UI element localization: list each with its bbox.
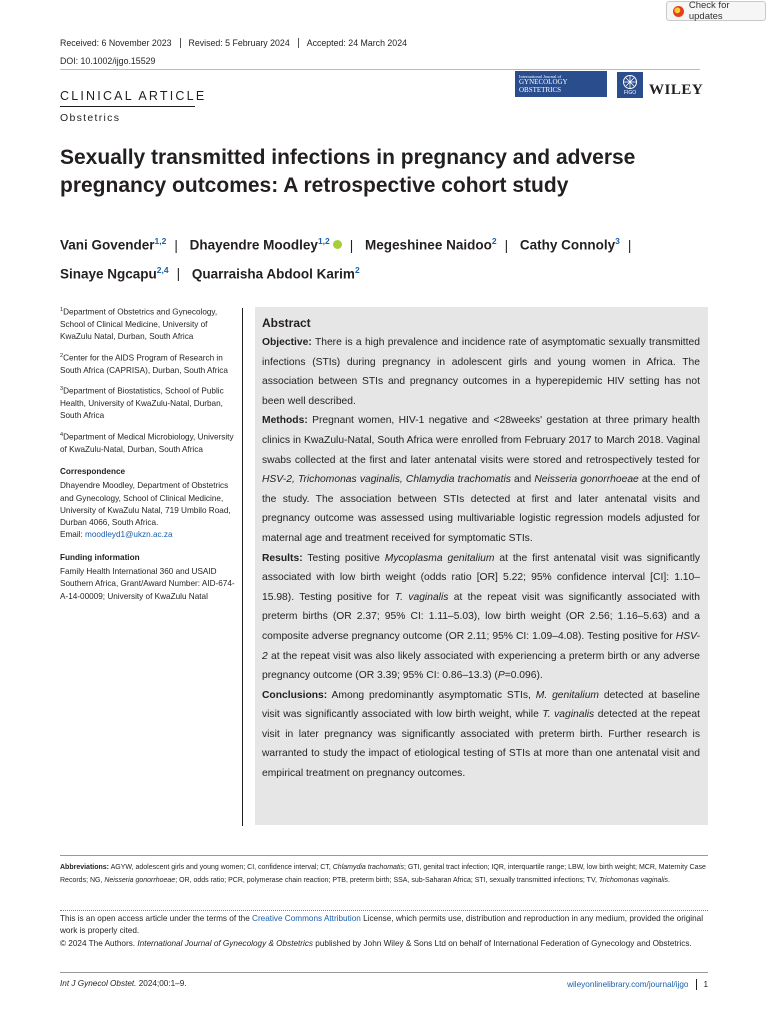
email-link[interactable]: moodleyd1@ukzn.ac.za xyxy=(85,530,173,540)
organism-name: Mycoplasma genitalium xyxy=(384,552,495,564)
figo-label: FIGO xyxy=(623,90,637,96)
methods-label: Methods: xyxy=(262,415,308,427)
conclusions-label: Conclusions: xyxy=(262,689,328,701)
organism-name: Trichomonas vaginalis xyxy=(598,876,668,884)
separator: | xyxy=(176,266,181,281)
affiliation xyxy=(60,350,235,377)
organism-name: T. vaginalis xyxy=(394,591,449,603)
received-date: Received: 6 November 2023 xyxy=(60,38,172,48)
author-list xyxy=(60,229,710,286)
divider xyxy=(696,979,697,990)
figo-emblem-icon xyxy=(622,74,638,90)
organism-name: Neisseria gonorrhoeae xyxy=(534,474,639,486)
divider xyxy=(60,972,708,973)
abbreviations xyxy=(60,862,710,887)
correspondence-heading: Correspondence xyxy=(60,466,126,476)
separator: | xyxy=(174,237,178,253)
author-affiliation[interactable]: 2,4 xyxy=(156,264,169,275)
abbreviations-label: Abbreviations: xyxy=(60,864,110,871)
separator: | xyxy=(349,237,354,253)
organism-name: T. vaginalis xyxy=(542,709,595,721)
affiliation-number: 1 xyxy=(60,307,64,313)
abstract-results xyxy=(262,549,700,686)
email-label: Email: xyxy=(60,530,86,540)
journal-name: International Journal of Gynecology & Obstetrics xyxy=(137,938,314,948)
organism-name: M. genitalium xyxy=(535,689,600,701)
author-affiliation[interactable]: 2 xyxy=(491,236,497,246)
funding-heading: Funding information xyxy=(60,552,140,562)
license-link[interactable]: Creative Commons Attribution xyxy=(252,914,361,923)
affiliation-number: 2 xyxy=(60,352,64,359)
abstract-conclusions xyxy=(262,686,700,784)
affiliation-text: Department of Obstetrics and Gynecology, School of Clinical Medicine, University of KwaZulu Natal, Durban, South Africa xyxy=(60,307,218,342)
methods-text: and xyxy=(510,474,535,486)
check-for-updates-button[interactable] xyxy=(666,1,766,21)
check-for-updates-label: Check for updates xyxy=(688,0,730,22)
methods-text: Pregnant women, HIV-1 negative and <28weeks' gestation at three primary health clinics in KwaZulu-Natal, South Africa were enrolled from February 2017 to March 2018. Vaginal swabs collected at the first and later antenatal visits were stored and retrospectively tested for xyxy=(262,415,700,466)
conclusions-text: detected at the repeat visit in later pregnancy was significantly associated with preterm birth. Further research is warranted to study the impact of etiological testing of STIs at more than one antenatal visit and empirical treatment on pregnancy outcomes. xyxy=(262,709,700,780)
author-affiliation[interactable]: 1,2 xyxy=(154,236,167,246)
footer-right xyxy=(567,979,708,990)
divider xyxy=(60,855,708,856)
divider xyxy=(298,38,299,48)
copyright-text: © 2024 The Authors. xyxy=(60,938,138,948)
figo-logo xyxy=(617,72,643,98)
journal-logo-line3: OBSTETRICS xyxy=(519,85,562,94)
correspondence-text xyxy=(60,480,235,541)
author-affiliation[interactable]: 2 xyxy=(354,264,360,275)
results-text: at the repeat visit was significantly associated with preterm births (OR 2.37; 95% CI: 1.11–5.03), low birth weight (OR 2.56; 1.16–5.63) and a composite adverse pregnancy outcome (OR 2.11; 95% CI: 1.09–4.08). Testing positive for xyxy=(262,591,700,642)
organism-name: Chlamydia trachomatis xyxy=(332,864,404,871)
conclusions-text: detected at baseline visit was significantly associated with low birth weight, while xyxy=(262,689,701,721)
journal-logo-line1: International Journal of xyxy=(519,74,562,79)
author-name: Megeshinee Naidoo xyxy=(365,237,492,253)
author-name: Vani Govender xyxy=(60,237,155,253)
separator: | xyxy=(627,237,632,253)
divider xyxy=(60,106,195,107)
results-text: Testing positive xyxy=(307,552,385,564)
doi[interactable]: DOI: 10.1002/ijgo.15529 xyxy=(60,56,156,66)
affiliation-number: 4 xyxy=(60,431,64,438)
abstract-objective xyxy=(262,333,700,411)
author-affiliation[interactable]: 3 xyxy=(615,236,620,246)
column-divider xyxy=(242,308,243,826)
results-text: at the first antenatal visit was significantly associated with low birth weight (odds ratio [OR] 5.22; 95% confidence interval [CI]: 1.10–15.98). Testing positive for xyxy=(262,552,701,603)
journal-logo-line2: GYNECOLOGY xyxy=(519,78,568,86)
abstract-methods xyxy=(262,411,700,548)
methods-text: at the end of the study. The association between STIs detected at first and later antenatal visits and pregnancy outcome was assessed using multivariable logistic regression models adjusted for maternal age and treatment received for symptomatic STIs. xyxy=(262,474,700,544)
accepted-date: Accepted: 24 March 2024 xyxy=(306,38,407,48)
abbreviations-text: . xyxy=(668,876,670,884)
license-text: License, which permits use, distribution and reproduction in any medium, provided the original work is properly cited. xyxy=(60,914,704,936)
affiliation xyxy=(60,383,235,423)
affiliation-number: 3 xyxy=(60,385,64,392)
revised-date: Revised: 5 February 2024 xyxy=(188,38,290,48)
abstract-text xyxy=(255,307,708,784)
abbreviations-text: AGYW, adolescent girls and young women; CI, confidence interval; CT, xyxy=(109,864,333,871)
divider xyxy=(60,69,700,70)
correspondence-address: Dhayendre Moodley, Department of Obstetrics and Gynecology, School of Clinical Medicine, University of KwaZulu Natal, 719 Umbilo Road, Durban 4066, South Africa. xyxy=(60,481,231,528)
p-symbol: P xyxy=(497,670,505,682)
objective-text: There is a high prevalence and incidence rate of asymptomatic sexually transmitted infections (STIs) during pregnancy in adolescent girls and young women in Africa. The association between STIs and pregnancy outcomes in a hyperepidemic HIV setting has not been well described. xyxy=(262,337,700,407)
affiliation xyxy=(60,429,235,456)
article-subject: Obstetrics xyxy=(60,112,121,124)
organism-name: HSV-2 xyxy=(262,630,700,662)
copyright-text: published by John Wiley & Sons Ltd on behalf of International Federation of Gynecology and Obstetrics. xyxy=(313,938,692,948)
affiliation-text: Department of Biostatistics, School of Public Health, University of KwaZulu-Natal, Durban, South Africa xyxy=(60,386,224,421)
separator: | xyxy=(504,237,509,253)
results-text: at the repeat visit was also likely associated with experiencing a preterm birth or any adverse pregnancy outcome (OR 3.39; 95% CI: 0.86–13.3) ( xyxy=(262,650,700,682)
organism-name: Neisseria gonorrhoeae xyxy=(104,876,176,884)
article-dates xyxy=(60,38,407,48)
abstract-box xyxy=(255,307,708,825)
page-number: 1 xyxy=(703,980,708,989)
license-notice xyxy=(60,913,710,950)
article-type: CLINICAL ARTICLE xyxy=(60,89,207,103)
divider xyxy=(60,910,708,911)
author-name: Cathy Connoly xyxy=(519,237,616,253)
sidebar-info xyxy=(60,304,235,609)
author-affiliation[interactable]: 1,2 xyxy=(317,236,330,246)
citation-details: 2024;00:1–9. xyxy=(136,979,187,988)
author-name: Dhayendre Moodley xyxy=(189,237,318,253)
author-name: Sinaye Ngcapu xyxy=(60,266,157,281)
license-text: This is an open access article under the terms of the xyxy=(60,914,253,923)
author-name: Quarraisha Abdool Karim xyxy=(191,266,355,281)
conclusions-text: Among predominantly asymptomatic STIs, xyxy=(331,689,536,701)
publisher-logo: WILEY xyxy=(649,82,704,98)
organism-names: HSV-2, Trichomonas vaginalis, Chlamydia trachomatis xyxy=(262,474,511,486)
citation xyxy=(60,979,187,988)
results-label: Results: xyxy=(262,552,303,564)
orcid-icon[interactable] xyxy=(333,240,342,249)
results-text: =0.096). xyxy=(504,670,543,682)
citation-journal: Int J Gynecol Obstet. xyxy=(60,979,137,988)
abbreviations-text: ; GTI, genital tract infection; IQR, interquartile range; LBW, low birth weight; MCR, Maternity Case Records; NG, xyxy=(60,864,706,884)
affiliation-text: Department of Medical Microbiology, University of KwaZulu-Natal, Durban, South Africa xyxy=(60,432,234,454)
abstract-heading: Abstract xyxy=(262,316,311,330)
journal-url-link[interactable]: wileyonlinelibrary.com/journal/ijgo xyxy=(567,980,689,989)
abbreviations-text: ; OR, odds ratio; PCR, polymerase chain reaction; PTB, preterm birth; SSA, sub-Saharan Africa; STI, sexually transmitted infections; TV, xyxy=(175,876,599,884)
divider xyxy=(180,38,181,48)
objective-label: Objective: xyxy=(262,337,312,348)
article-title: Sexually transmitted infections in pregnancy and adverse pregnancy outcomes: A retrospective cohort study xyxy=(60,146,636,197)
funding-text: Family Health International 360 and USAID Southern Africa, Grant/Award Number: AID-674-A-14-00009; University of KwaZulu Natal xyxy=(60,566,235,601)
affiliation xyxy=(60,304,235,344)
affiliation-text: Center for the AIDS Program of Research in South Africa (CAPRISA), Durban, South Africa xyxy=(60,353,228,375)
journal-logo xyxy=(515,71,607,97)
crossmark-icon xyxy=(673,6,684,17)
